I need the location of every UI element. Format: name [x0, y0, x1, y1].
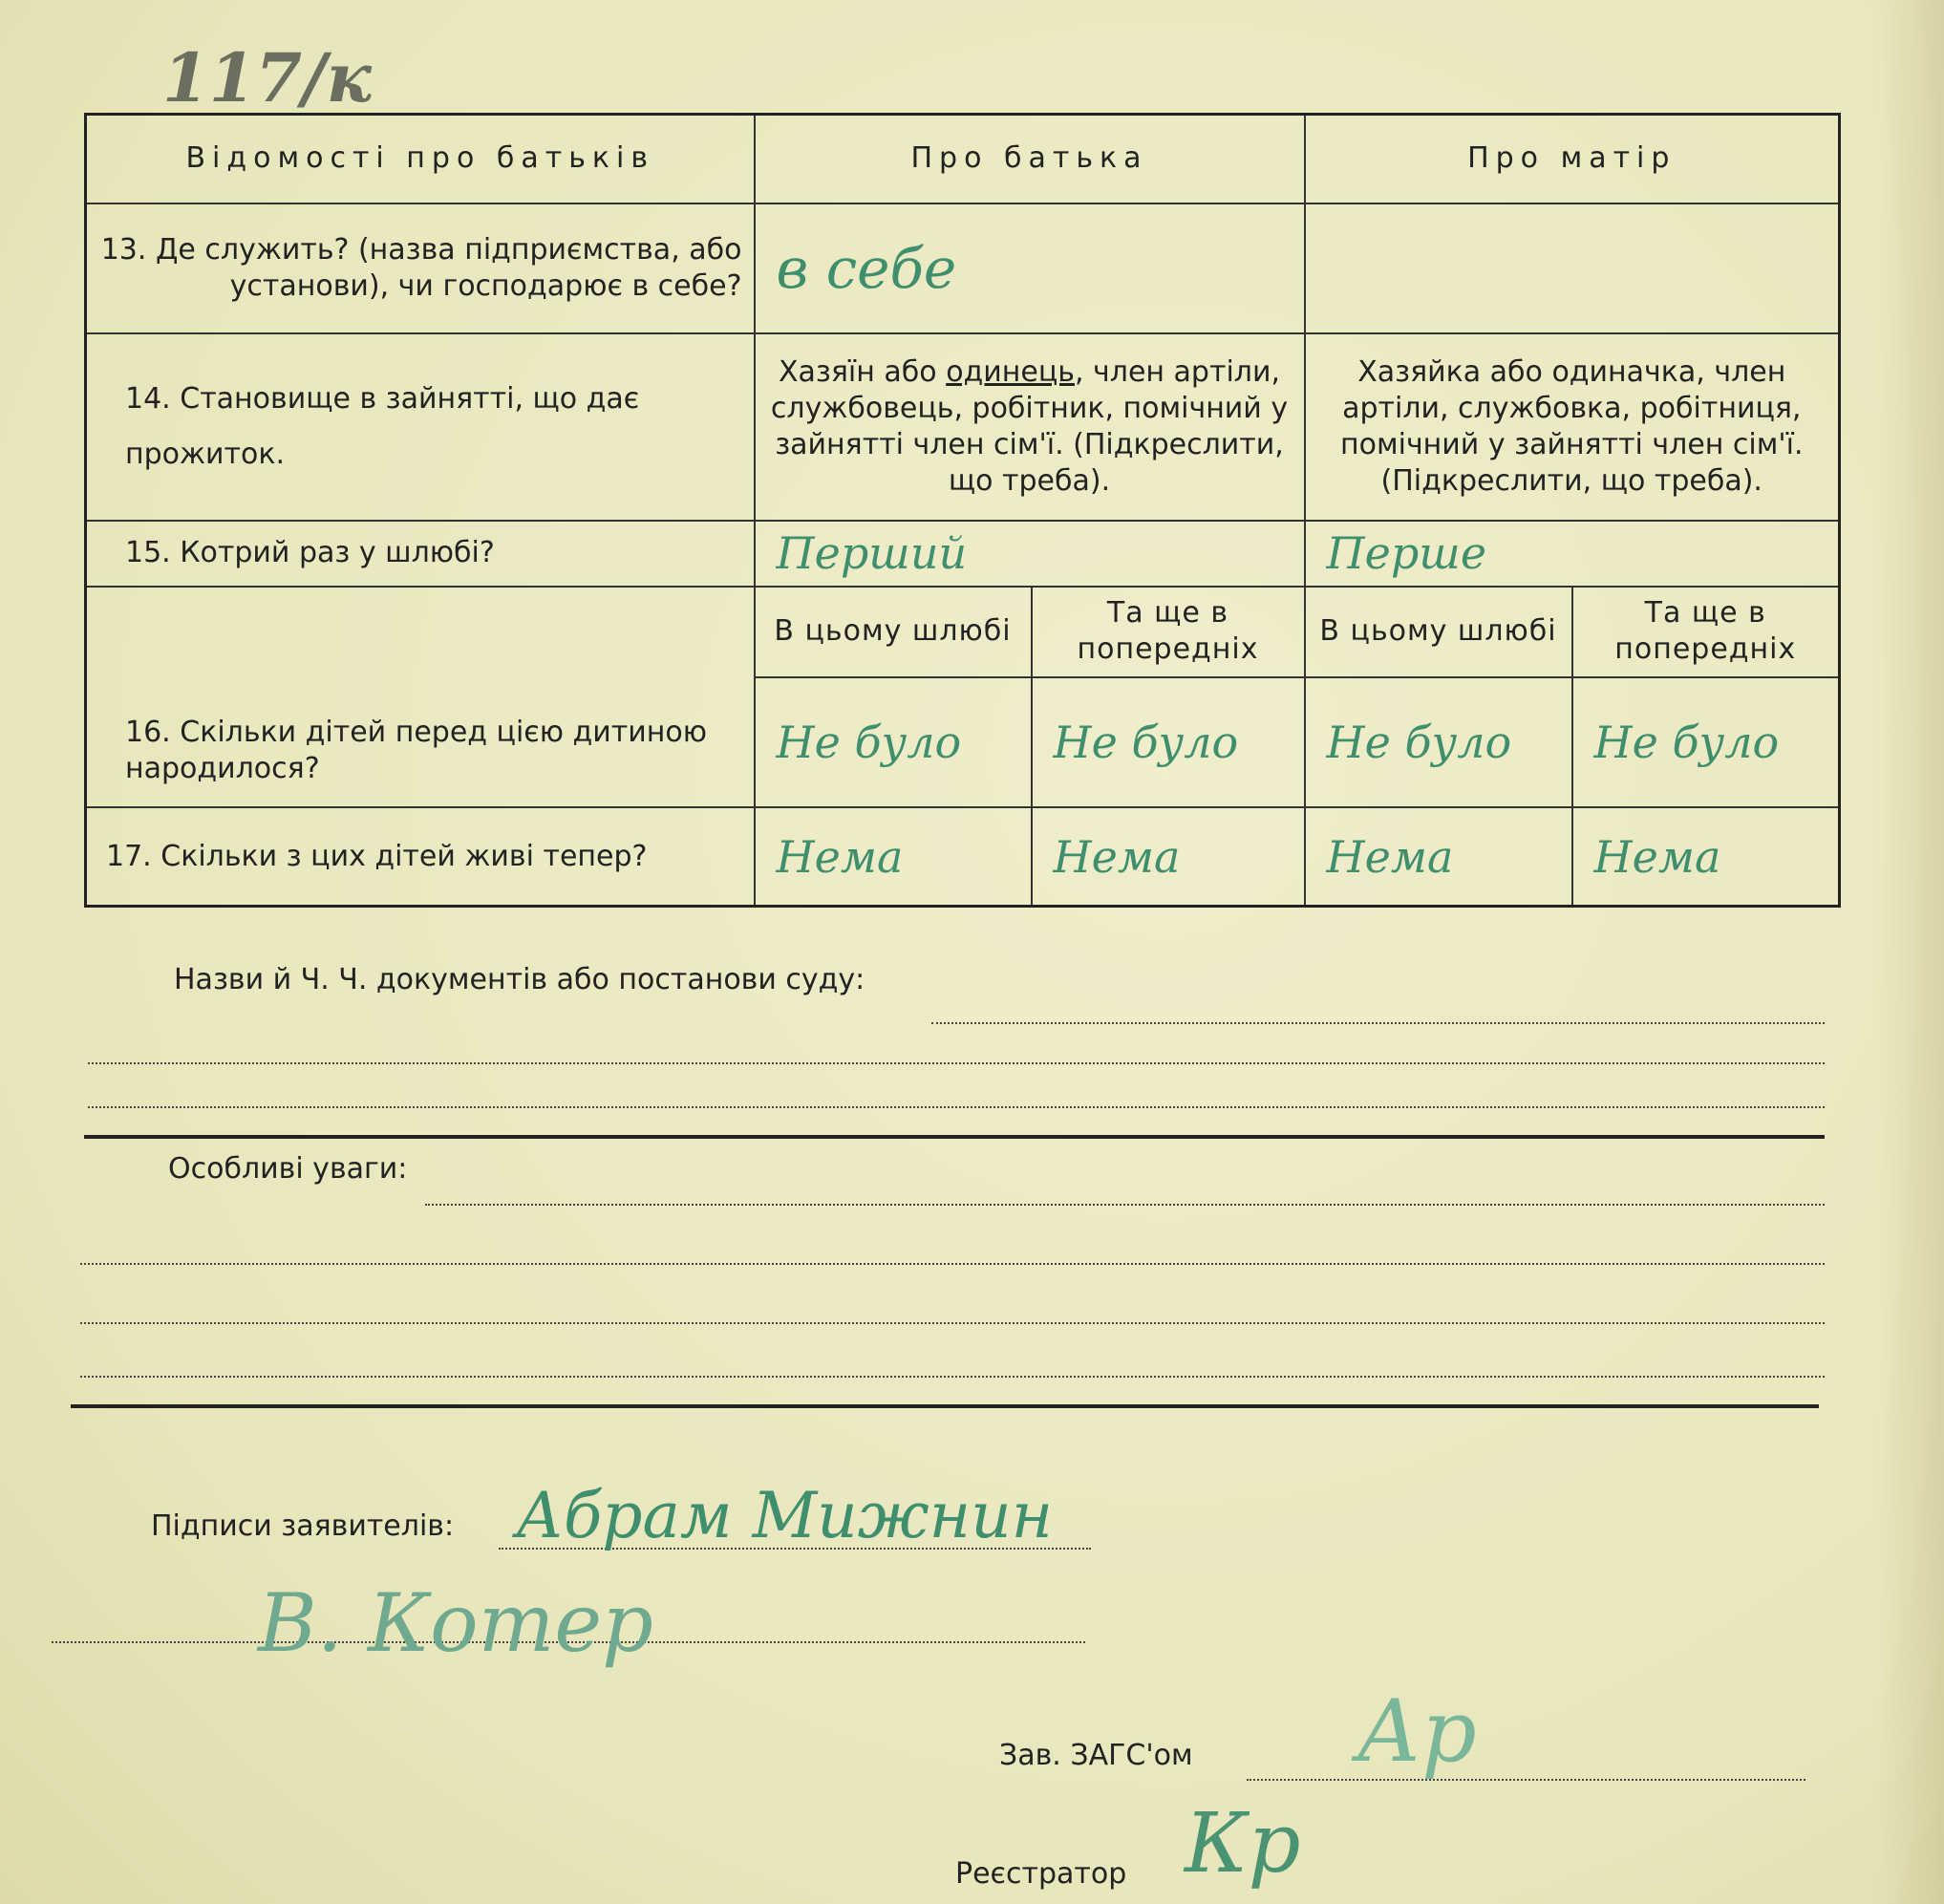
remarks-dotted-line-3	[80, 1322, 1825, 1324]
q16-value-cell	[1032, 677, 1305, 807]
q17-value-cell	[1032, 807, 1305, 906]
q13-father-answer: в себе	[776, 235, 957, 301]
signatures-label: Підписи заявителів:	[151, 1509, 455, 1543]
q16-label: 16. Скільки дітей перед цією дитиною народилося?	[86, 587, 755, 808]
q14-father-options	[755, 333, 1305, 521]
remarks-dotted-line-2	[80, 1263, 1825, 1265]
q17-father-prev-answer: Нема	[1053, 830, 1181, 883]
header-parents-info: Відомості про батьків	[86, 115, 755, 203]
remarks-separator	[71, 1404, 1819, 1408]
q14-father-pre: Хазяїн або	[779, 355, 947, 390]
table-header-row	[86, 115, 1840, 203]
zags-head-signature: Ар	[1357, 1681, 1477, 1782]
q17-value-cell	[1305, 807, 1572, 906]
q16-mother-this-header: В цьому шлюбі	[1305, 587, 1572, 677]
applicant-signature-2: В. Котер	[258, 1576, 653, 1670]
zags-head-signature-line	[1247, 1779, 1805, 1781]
documents-label: Назви й Ч. Ч. документів або постанови суду:	[174, 963, 865, 996]
q13-father-cell	[755, 203, 1305, 333]
q17-value-cell	[1572, 807, 1840, 906]
row-q14	[86, 333, 1840, 521]
q16-mother-this-answer: Не було	[1326, 716, 1512, 768]
q15-father-answer: Перший	[776, 527, 968, 580]
q14-label: 14. Становище в зайнятті, що дає прожиток.	[86, 333, 755, 521]
row-q16-subheaders	[86, 587, 1840, 677]
row-q13	[86, 203, 1840, 333]
q17-father-this-answer: Нема	[776, 830, 904, 883]
documents-dotted-line	[931, 1022, 1825, 1024]
parents-info-table	[84, 113, 1841, 908]
documents-separator	[84, 1135, 1825, 1139]
documents-dotted-line-3	[88, 1106, 1825, 1108]
q16-value-cell	[1572, 677, 1840, 807]
applicant-signature-1: Абрам Мижнин	[516, 1479, 1054, 1552]
remarks-dotted-line	[425, 1204, 1825, 1206]
row-q17	[86, 807, 1840, 906]
header-about-father: Про батька	[755, 115, 1305, 203]
corner-archive-note: 117/к	[162, 38, 373, 118]
q16-value-cell	[755, 677, 1032, 807]
q17-value-cell	[755, 807, 1032, 906]
q16-father-this-header: В цьому шлюбі	[755, 587, 1032, 677]
q13-mother-cell	[1305, 203, 1840, 333]
q13-label: 13. Де служить? (назва підприємства, або установи), чи господарює в себе?	[86, 203, 755, 333]
q15-mother-answer: Перше	[1326, 527, 1487, 580]
remarks-dotted-line-4	[80, 1376, 1825, 1378]
q16-father-prev-header: Та ще в попередніх	[1032, 587, 1305, 677]
zags-head-label: Зав. ЗАГС'ом	[999, 1739, 1193, 1772]
q17-mother-prev-answer: Нема	[1593, 830, 1721, 883]
registrar-signature: Кр	[1185, 1796, 1301, 1892]
q16-value-cell	[1305, 677, 1572, 807]
q16-mother-prev-header: Та ще в попередніх	[1572, 587, 1840, 677]
row-q15	[86, 521, 1840, 586]
remarks-label: Особливі уваги:	[168, 1152, 408, 1186]
q16-father-this-answer: Не було	[776, 716, 962, 768]
q16-father-prev-answer: Не було	[1053, 716, 1239, 768]
q14-mother-options: Хазяйка або одиначка, член артіли, службовка, робітниця, помічний у зайнятті член сім'ї. (Підкреслити, що треба).	[1305, 333, 1840, 521]
documents-dotted-line-2	[88, 1062, 1825, 1064]
q14-father-underlined: одинець	[946, 355, 1075, 390]
q15-label: 15. Котрий раз у шлюбі?	[86, 521, 755, 586]
q17-mother-this-answer: Нема	[1326, 830, 1454, 883]
paper-edge-shadow	[1877, 0, 1944, 1904]
q14-father-post: , член артіли, службовець, робітник, помічний у зайнятті член сім'ї. (Підкреслити, що треба).	[770, 355, 1289, 499]
q15-father-cell	[755, 521, 1305, 586]
header-about-mother: Про матір	[1305, 115, 1840, 203]
registrar-label: Реєстратор	[955, 1857, 1127, 1891]
q16-mother-prev-answer: Не було	[1593, 716, 1780, 768]
q17-label: 17. Скільки з цих дітей живі тепер?	[86, 807, 755, 906]
q15-mother-cell	[1305, 521, 1840, 586]
